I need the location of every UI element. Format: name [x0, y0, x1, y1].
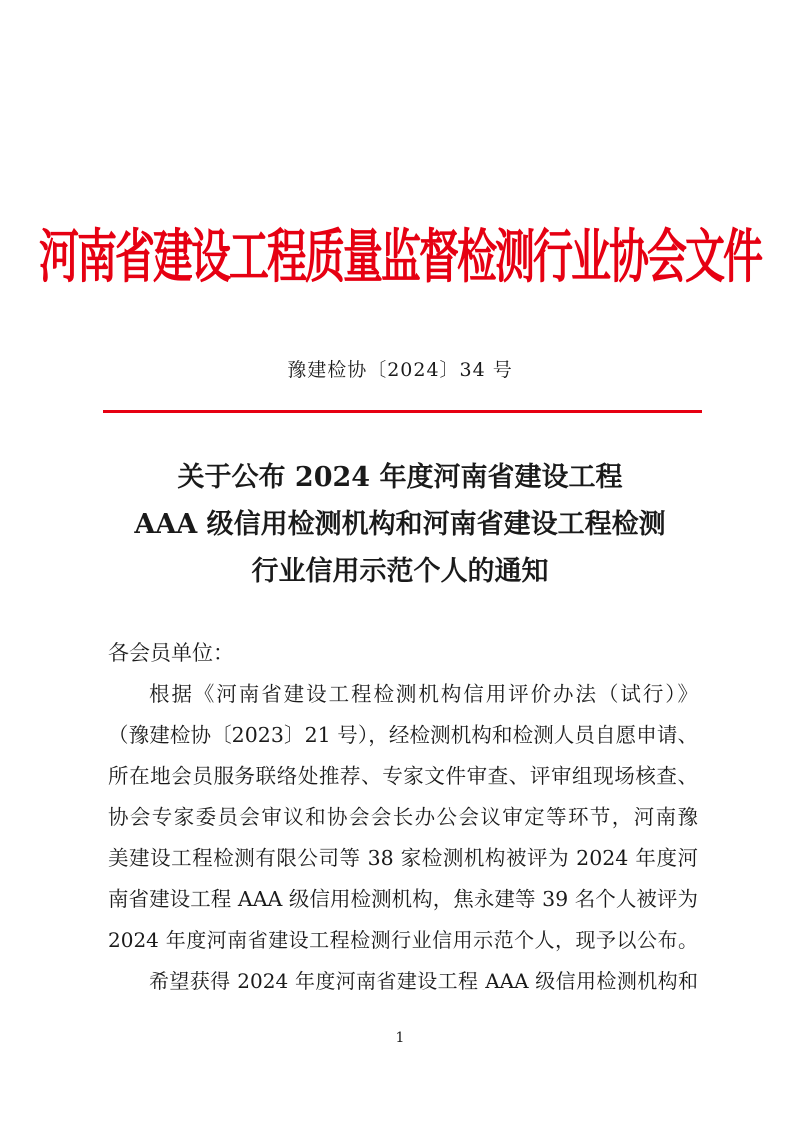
title-line-3: 行业信用示范个人的通知 [251, 556, 549, 587]
body-paragraph-2 [108, 966, 698, 1007]
paragraph-line: 南省建设工程 AAA 级信用检测机构，焦永建等 39 名个人被评为 [108, 887, 698, 911]
document-title [0, 456, 800, 597]
paragraph-line: 协会专家委员会审议和协会会长办公会议审定等环节，河南豫 [108, 805, 698, 829]
body-paragraph-1 [108, 679, 698, 966]
title-line-1: 关于公布 2024 年度河南省建设工程 [177, 462, 623, 493]
document-number: 豫建检协〔2024〕34 号 [287, 359, 513, 381]
paragraph-line: 根据《河南省建设工程检测机构信用评价办法（试行）》 [149, 682, 698, 706]
paragraph-line: 所在地会员服务联络处推荐、专家文件审查、评审组现场核查、 [108, 764, 698, 788]
page-number: 1 [395, 1030, 405, 1046]
paragraph-line: 美建设工程检测有限公司等 38 家检测机构被评为 2024 年度河 [108, 846, 698, 870]
paragraph-line: 希望获得 2024 年度河南省建设工程 AAA 级信用检测机构和 [149, 969, 698, 993]
org-masthead-title: 河南省建设工程质量监督检测行业协会文件 [39, 224, 761, 291]
salutation: 各会员单位： [108, 641, 234, 665]
title-line-2: AAA 级信用检测机构和河南省建设工程检测 [134, 509, 666, 540]
paragraph-line: 2024 年度河南省建设工程检测行业信用示范个人，现予以公布。 [108, 928, 698, 952]
red-divider-rule [103, 410, 702, 413]
paragraph-line: （豫建检协〔2023〕21 号），经检测机构和检测人员自愿申请、 [108, 723, 698, 747]
